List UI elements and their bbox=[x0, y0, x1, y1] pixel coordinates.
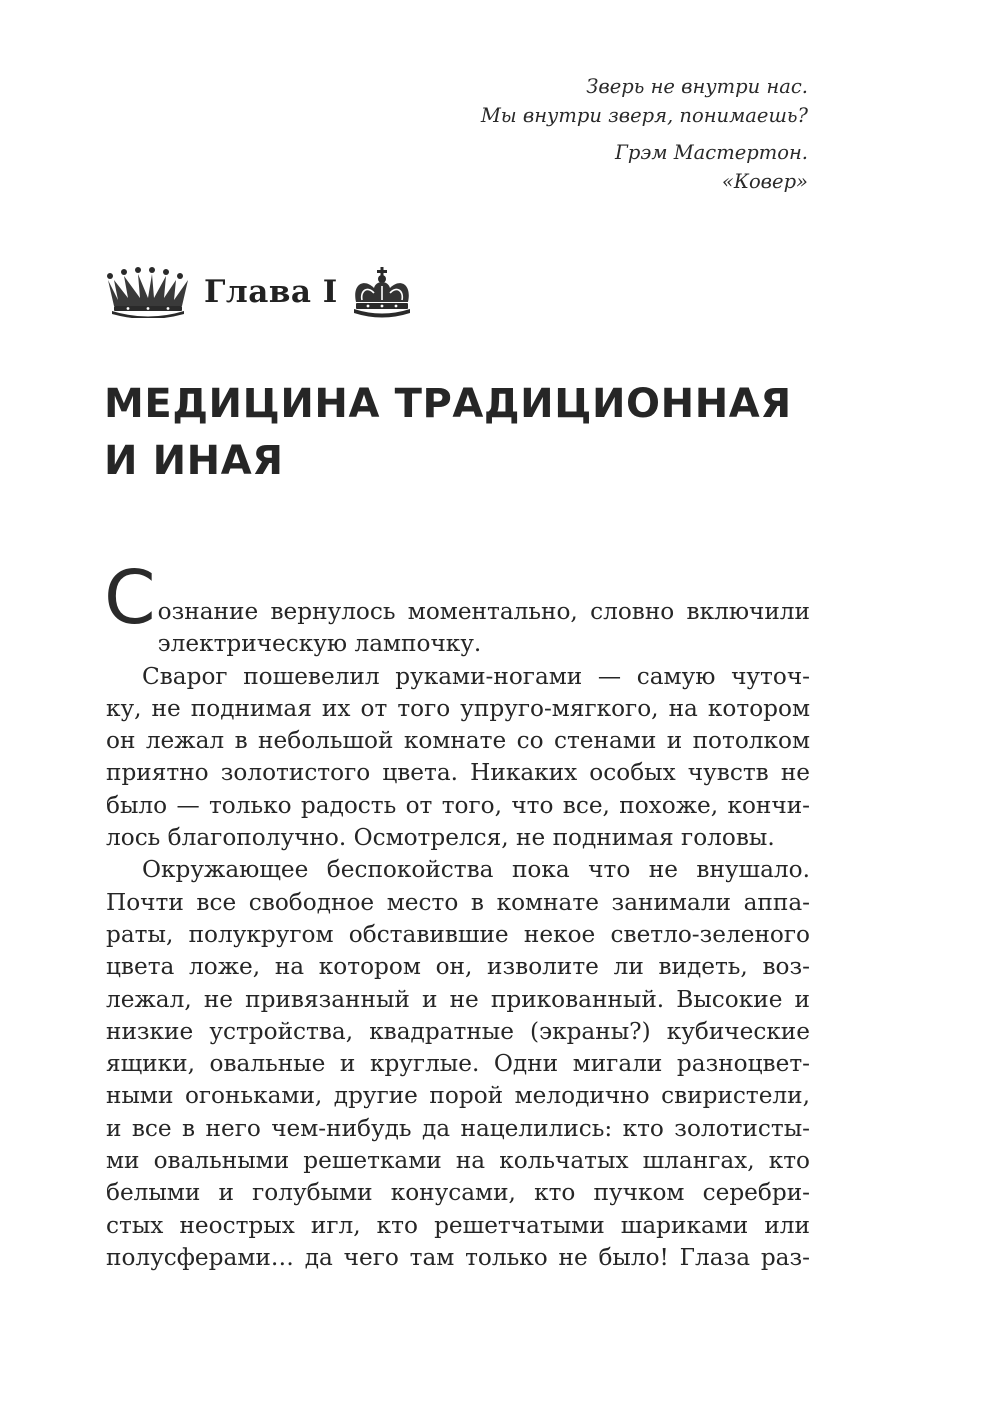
text-line: ку, не поднимая их от того упруго-мягкого, на котором bbox=[106, 694, 810, 722]
text-line: Окружающее беспокойства пока что не внушало. bbox=[142, 856, 810, 884]
text-line: Почти все свободное место в комнате занимали аппа- bbox=[106, 888, 810, 916]
epigraph-author: Грэм Мастертон. bbox=[615, 141, 808, 164]
paragraph bbox=[106, 854, 810, 1274]
text-line: белыми и голубыми конусами, кто пучком серебри- bbox=[106, 1179, 810, 1207]
paragraph bbox=[104, 555, 810, 661]
epigraph bbox=[388, 72, 808, 196]
text-line: цвета ложе, на котором он, изволите ли видеть, воз- bbox=[106, 953, 810, 981]
chapter-title bbox=[104, 376, 894, 490]
text-line: лежал, не привязанный и не прикованный. Высокие и bbox=[106, 985, 810, 1013]
text-line: ящики, овальные и круглые. Одни мигали разноцвет- bbox=[106, 1050, 810, 1078]
chapter-title-line: МЕДИЦИНА ТРАДИЦИОННАЯ bbox=[104, 381, 792, 427]
epigraph-line: Мы внутри зверя, понимаешь? bbox=[480, 104, 808, 127]
text-line: и все в него чем-нибудь да нацелились: кто золотисты- bbox=[106, 1114, 810, 1142]
text-line: стых неострых игл, кто решетчатыми шариками или bbox=[106, 1211, 810, 1239]
right-crown-ornament-icon bbox=[350, 266, 414, 318]
text-line: электрическую лампочку. bbox=[157, 630, 482, 658]
chapter-title-line: И ИНАЯ bbox=[104, 438, 284, 484]
text-line: было — только радость от того, что все, похоже, кончи- bbox=[106, 791, 810, 819]
text-line: Сварог пошевелил руками-ногами — самую чуточ- bbox=[142, 662, 810, 690]
text-line: он лежал в небольшой комнате со стенами и потолком bbox=[106, 727, 810, 755]
epigraph-line: Зверь не внутри нас. bbox=[586, 75, 808, 98]
text-line: ми овальными решетками на кольчатых шлангах, кто bbox=[106, 1147, 810, 1175]
chapter-heading bbox=[104, 262, 414, 322]
paragraph bbox=[106, 661, 810, 855]
epigraph-source: «Ковер» bbox=[721, 170, 808, 193]
chapter-label: Глава I bbox=[204, 274, 338, 310]
text-line: ными огоньками, другие порой мелодично свиристели, bbox=[106, 1082, 810, 1110]
text-line: приятно золотистого цвета. Никаких особых чувств не bbox=[106, 759, 810, 787]
text-line: лось благополучно. Осмотрелся, не поднимая головы. bbox=[106, 824, 775, 852]
text-line: полусферами… да чего там только не было! Глаза раз- bbox=[106, 1243, 810, 1271]
text-line: раты, полукругом обставившие некое светло-зеленого bbox=[106, 920, 810, 948]
body-text bbox=[104, 555, 810, 1274]
text-line: ознание вернулось моментально, словно включили bbox=[157, 598, 810, 625]
left-crown-ornament-icon bbox=[104, 266, 192, 318]
text-line: низкие устройства, квадратные (экраны?) кубические bbox=[106, 1017, 810, 1045]
drop-cap: С bbox=[104, 555, 156, 641]
